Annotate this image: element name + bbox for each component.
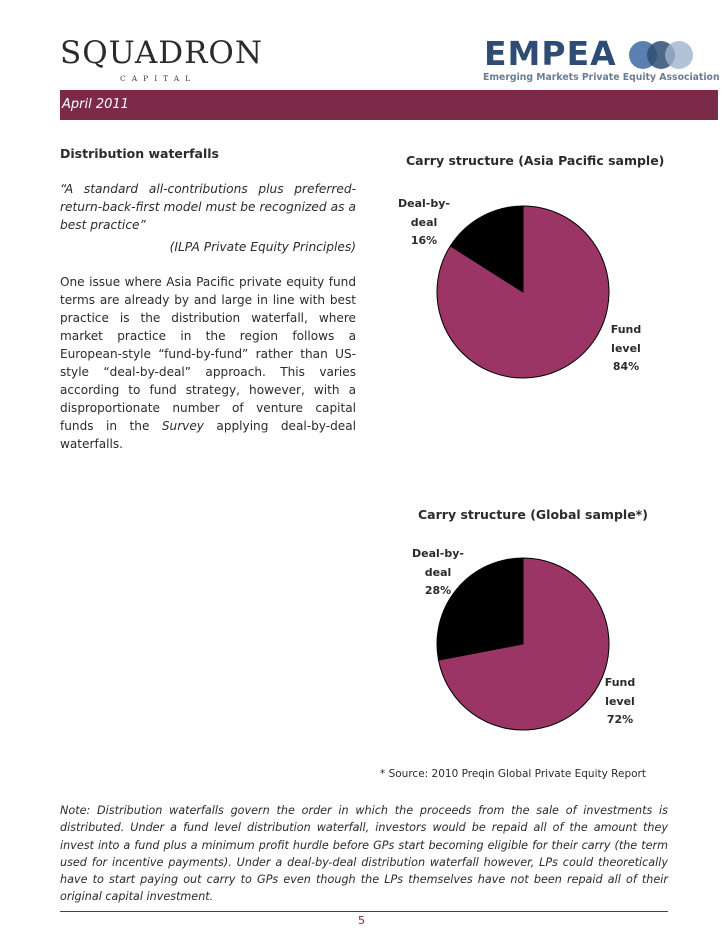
logo-subtitle: CAPITAL [120, 74, 197, 83]
empea-tagline: Emerging Markets Private Equity Association [483, 72, 720, 83]
slice-label-line: Fund [610, 323, 642, 336]
slice-label-deal-asia [396, 195, 452, 251]
slice-pct: 16% [410, 234, 438, 247]
section-title: Distribution waterfalls [60, 146, 219, 161]
body-text-part: One issue where Asia Pacific private equity fund terms are already by and large in line with best practice is the distribution waterfall, where market practice in the region follows a European-style “fund-by-fund” rather than US-style “deal-by-deal” approach. This varies according to fund strategy, however, with a disproportionate number of venture capital funds in the [60, 275, 356, 433]
body-paragraph [60, 273, 356, 453]
body-text-italic: Survey [161, 419, 204, 433]
empea-wordmark: EMPEA [484, 34, 617, 73]
slice-pct: 72% [606, 713, 634, 726]
chart-title-asia: Carry structure (Asia Pacific sample) [406, 153, 665, 168]
slice-label-line: deal [410, 215, 438, 229]
chart-title-global: Carry structure (Global sample*) [418, 507, 648, 522]
empea-logo [480, 34, 720, 85]
source-note: * Source: 2010 Preqin Global Private Equity Report [380, 768, 646, 780]
slice-label-fund-global [598, 674, 642, 730]
page-number: 5 [358, 914, 365, 927]
slice-label-line: deal [424, 565, 452, 579]
slice-label-line: level [605, 694, 635, 708]
slice-label-line: Deal-by- [412, 547, 464, 560]
slice-label-deal-global [410, 545, 466, 601]
pie-chart-asia [428, 197, 618, 387]
quote-text: “A standard all-contributions plus preferred-return-back-first model must be recognized as a best practice” [60, 182, 356, 232]
empea-circles-icon [628, 39, 696, 71]
footnote: Note: Distribution waterfalls govern the order in which the proceeds from the sale of investments is distributed. Under a fund level distribution waterfall, investors would be repaid all of the amount they invest into a fund plus a minimum profit hurdle before GPs start becoming eligible for their carry (the term used for incentive payments). Under a deal-by-deal distribution waterfall however, LPs could theoretically have to start paying out carry to GPs even though the LPs themselves have not been repaid all of their original capital investment. [60, 804, 668, 904]
squadron-capital-logo [60, 35, 263, 83]
date-banner: April 2011 [60, 90, 718, 120]
quote-source: (ILPA Private Equity Principles) [169, 240, 356, 254]
slice-label-line: Fund [604, 676, 636, 689]
body-text-end: applying deal-by-deal waterfalls. [60, 419, 356, 451]
slice-pct: 28% [424, 584, 452, 597]
footer-divider [60, 911, 668, 912]
slice-pct: 84% [612, 360, 640, 373]
logo-name: SQUADRON [60, 35, 263, 71]
slice-label-line: Deal-by- [398, 197, 450, 210]
slice-label-line: level [611, 341, 641, 355]
slice-label-fund-asia [604, 321, 648, 377]
